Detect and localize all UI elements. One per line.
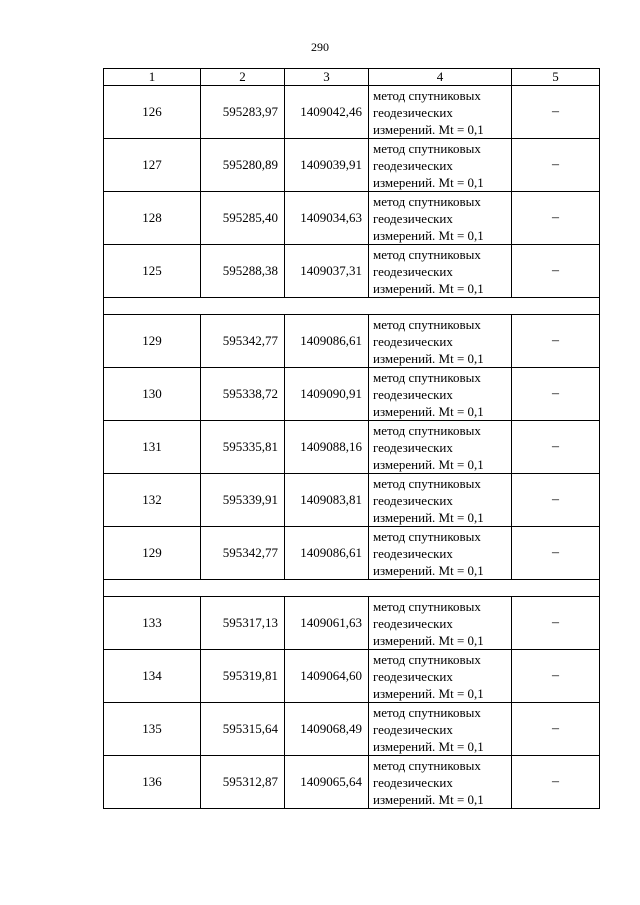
- point-number-cell: 135: [104, 703, 201, 756]
- point-number-cell: 130: [104, 368, 201, 421]
- table-row: [104, 527, 600, 580]
- description-cell: –: [512, 86, 600, 139]
- method-line: измерений. Mt = 0,1: [373, 456, 484, 472]
- method-line: измерений. Mt = 0,1: [373, 632, 484, 648]
- method-line: геодезических: [373, 157, 453, 173]
- method-cell: [369, 245, 512, 298]
- method-cell: [369, 192, 512, 245]
- point-number-cell: 134: [104, 650, 201, 703]
- method-line: измерений. Mt = 0,1: [373, 509, 484, 525]
- method-cell: [369, 86, 512, 139]
- method-line: метод спутниковых: [373, 369, 481, 385]
- method-line: измерений. Mt = 0,1: [373, 174, 484, 190]
- method-line: метод спутниковых: [373, 528, 481, 544]
- y-coordinate-cell: 1409034,63: [285, 192, 369, 245]
- x-coordinate-cell: 595280,89: [201, 139, 285, 192]
- point-number-cell: 127: [104, 139, 201, 192]
- method-line: измерений. Mt = 0,1: [373, 403, 484, 419]
- description-cell: –: [512, 192, 600, 245]
- method-line: метод спутниковых: [373, 422, 481, 438]
- table-row: [104, 315, 600, 368]
- method-line: геодезических: [373, 263, 453, 279]
- table-row: [104, 245, 600, 298]
- method-line: метод спутниковых: [373, 598, 481, 614]
- method-line: метод спутниковых: [373, 704, 481, 720]
- method-cell: [369, 315, 512, 368]
- x-coordinate-cell: 595342,77: [201, 527, 285, 580]
- method-line: метод спутниковых: [373, 757, 481, 773]
- y-coordinate-cell: 1409090,91: [285, 368, 369, 421]
- method-line: измерений. Mt = 0,1: [373, 350, 484, 366]
- method-line: измерений. Mt = 0,1: [373, 121, 484, 137]
- table-row: [104, 703, 600, 756]
- header-cell-5: 5: [512, 69, 600, 86]
- method-cell: [369, 756, 512, 809]
- y-coordinate-cell: 1409083,81: [285, 474, 369, 527]
- point-number-cell: 136: [104, 756, 201, 809]
- description-cell: –: [512, 368, 600, 421]
- method-cell: [369, 421, 512, 474]
- method-cell: [369, 474, 512, 527]
- coordinates-table: [103, 68, 600, 809]
- table-row: [104, 139, 600, 192]
- description-cell: –: [512, 703, 600, 756]
- method-line: геодезических: [373, 104, 453, 120]
- method-line: геодезических: [373, 668, 453, 684]
- y-coordinate-cell: 1409061,63: [285, 597, 369, 650]
- y-coordinate-cell: 1409064,60: [285, 650, 369, 703]
- method-line: геодезических: [373, 492, 453, 508]
- method-line: измерений. Mt = 0,1: [373, 227, 484, 243]
- table-row: [104, 421, 600, 474]
- y-coordinate-cell: 1409042,46: [285, 86, 369, 139]
- y-coordinate-cell: 1409037,31: [285, 245, 369, 298]
- y-coordinate-cell: 1409068,49: [285, 703, 369, 756]
- separator-row: [104, 298, 600, 315]
- method-line: измерений. Mt = 0,1: [373, 562, 484, 578]
- method-line: геодезических: [373, 210, 453, 226]
- method-line: метод спутниковых: [373, 246, 481, 262]
- y-coordinate-cell: 1409086,61: [285, 315, 369, 368]
- y-coordinate-cell: 1409039,91: [285, 139, 369, 192]
- table-row: [104, 368, 600, 421]
- method-line: геодезических: [373, 774, 453, 790]
- separator-cell: [104, 580, 600, 597]
- method-line: геодезических: [373, 545, 453, 561]
- table-row: [104, 192, 600, 245]
- method-cell: [369, 703, 512, 756]
- table-row: [104, 474, 600, 527]
- method-line: измерений. Mt = 0,1: [373, 738, 484, 754]
- y-coordinate-cell: 1409086,61: [285, 527, 369, 580]
- separator-row: [104, 580, 600, 597]
- header-row: [104, 69, 600, 86]
- x-coordinate-cell: 595317,13: [201, 597, 285, 650]
- header-cell-1: 1: [104, 69, 201, 86]
- method-line: геодезических: [373, 439, 453, 455]
- method-line: метод спутниковых: [373, 316, 481, 332]
- description-cell: –: [512, 597, 600, 650]
- method-line: измерений. Mt = 0,1: [373, 685, 484, 701]
- x-coordinate-cell: 595335,81: [201, 421, 285, 474]
- method-cell: [369, 368, 512, 421]
- method-cell: [369, 527, 512, 580]
- description-cell: –: [512, 527, 600, 580]
- header-cell-2: 2: [201, 69, 285, 86]
- method-line: измерений. Mt = 0,1: [373, 791, 484, 807]
- description-cell: –: [512, 756, 600, 809]
- method-line: геодезических: [373, 386, 453, 402]
- header-cell-3: 3: [285, 69, 369, 86]
- x-coordinate-cell: 595319,81: [201, 650, 285, 703]
- point-number-cell: 131: [104, 421, 201, 474]
- description-cell: –: [512, 139, 600, 192]
- method-line: метод спутниковых: [373, 651, 481, 667]
- method-cell: [369, 650, 512, 703]
- method-line: метод спутниковых: [373, 87, 481, 103]
- method-line: геодезических: [373, 333, 453, 349]
- description-cell: –: [512, 474, 600, 527]
- header-cell-4: 4: [369, 69, 512, 86]
- x-coordinate-cell: 595342,77: [201, 315, 285, 368]
- y-coordinate-cell: 1409088,16: [285, 421, 369, 474]
- method-line: метод спутниковых: [373, 140, 481, 156]
- point-number-cell: 129: [104, 527, 201, 580]
- y-coordinate-cell: 1409065,64: [285, 756, 369, 809]
- x-coordinate-cell: 595288,38: [201, 245, 285, 298]
- point-number-cell: 132: [104, 474, 201, 527]
- method-line: измерений. Mt = 0,1: [373, 280, 484, 296]
- description-cell: –: [512, 650, 600, 703]
- table-row: [104, 597, 600, 650]
- separator-cell: [104, 298, 600, 315]
- x-coordinate-cell: 595338,72: [201, 368, 285, 421]
- x-coordinate-cell: 595283,97: [201, 86, 285, 139]
- method-line: геодезических: [373, 615, 453, 631]
- method-cell: [369, 139, 512, 192]
- table-body: [104, 69, 600, 809]
- x-coordinate-cell: 595312,87: [201, 756, 285, 809]
- table-row: [104, 650, 600, 703]
- point-number-cell: 125: [104, 245, 201, 298]
- x-coordinate-cell: 595339,91: [201, 474, 285, 527]
- description-cell: –: [512, 245, 600, 298]
- point-number-cell: 126: [104, 86, 201, 139]
- point-number-cell: 133: [104, 597, 201, 650]
- method-cell: [369, 597, 512, 650]
- point-number-cell: 129: [104, 315, 201, 368]
- page-number: 290: [311, 40, 329, 54]
- description-cell: –: [512, 421, 600, 474]
- point-number-cell: 128: [104, 192, 201, 245]
- method-line: геодезических: [373, 721, 453, 737]
- table-row: [104, 86, 600, 139]
- x-coordinate-cell: 595285,40: [201, 192, 285, 245]
- method-line: метод спутниковых: [373, 193, 481, 209]
- description-cell: –: [512, 315, 600, 368]
- x-coordinate-cell: 595315,64: [201, 703, 285, 756]
- table-row: [104, 756, 600, 809]
- method-line: метод спутниковых: [373, 475, 481, 491]
